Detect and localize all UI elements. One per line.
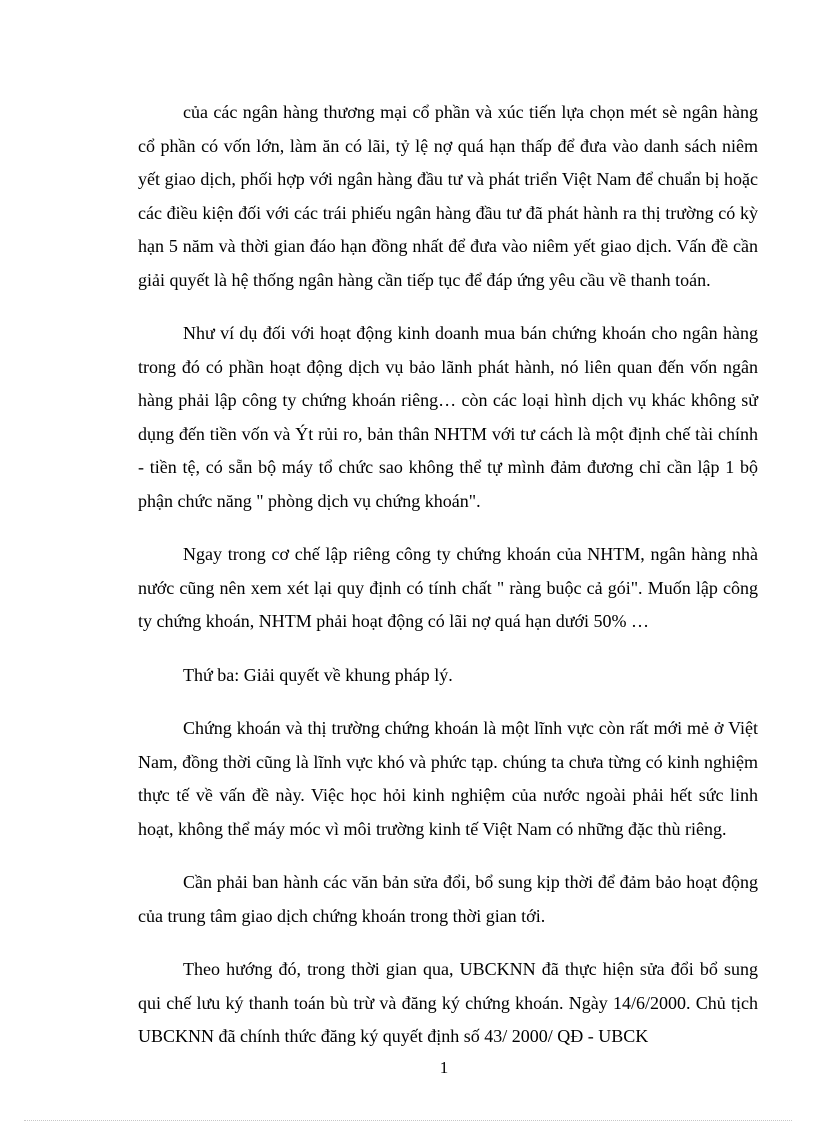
paragraph-2: Như ví dụ đối với hoạt động kinh doanh mua bán chứng khoán cho ngân hàng trong đó có phần hoạt động dịch vụ bảo lãnh phát hành, nó liên quan đến vốn ngân hàng phải lập công ty chứng khoán riêng… còn các loại hình dịch vụ khác không sử dụng đến tiền vốn và Ýt rủi ro, bản thân NHTM với tư cách là một định chế tài chính - tiền tệ, có sẵn bộ máy tổ chức sao không thể tự mình đảm đương chỉ cần lập 1 bộ phận chức năng " phòng dịch vụ chứng khoán".: [138, 323, 758, 511]
paragraph-1: của các ngân hàng thương mại cổ phần và xúc tiến lựa chọn mét sè ngân hàng cổ phần có vốn lớn, làm ăn có lãi, tỷ lệ nợ quá hạn thấp để đưa vào danh sách niêm yết giao dịch, phối hợp với ngân hàng đầu tư và phát triển Việt Nam để chuẩn bị hoặc các điều kiện đối với các trái phiếu ngân hàng đầu tư đã phát hành ra thị trường có kỳ hạn 5 năm và thời gian đáo hạn đồng nhất để đưa vào niêm yết giao dịch. Vấn đề cần giải quyết là hệ thống ngân hàng cần tiếp tục để đáp ứng yêu cầu về thanh toán.: [138, 102, 758, 290]
paragraph-7: Theo hướng đó, trong thời gian qua, UBCKNN đã thực hiện sửa đổi bổ sung qui chế lưu ký thanh toán bù trừ và đăng ký chứng khoán. Ngày 14/6/2000. Chủ tịch UBCKNN đã chính thức đăng ký quyết định số 43/ 2000/ QĐ - UBCK: [138, 959, 758, 1046]
page-number: 1: [439, 1058, 449, 1077]
document-body: [138, 96, 758, 1074]
paragraph-6: Cần phải ban hành các văn bản sửa đổi, bổ sung kịp thời để đảm bảo hoạt động của trung tâm giao dịch chứng khoán trong thời gian tới.: [138, 872, 758, 926]
paragraph-3: Ngay trong cơ chế lập riêng công ty chứng khoán của NHTM, ngân hàng nhà nước cũng nên xem xét lại quy định có tính chất " ràng buộc cả gói". Muốn lập công ty chứng khoán, NHTM phải hoạt động có lãi nợ quá hạn dưới 50% …: [138, 544, 758, 631]
section-heading-paragraph: Thứ ba: Giải quyết về khung pháp lý.: [183, 664, 453, 685]
footer-divider: [24, 1120, 792, 1121]
paragraph-5: Chứng khoán và thị trường chứng khoán là một lĩnh vực còn rất mới mẻ ở Việt Nam, đồng thời cũng là lĩnh vực khó và phức tạp. chúng ta chưa từng có kinh nghiệm thực tế về vấn đề này. Việc học hỏi kinh nghiệm của nước ngoài phải hết sức linh hoạt, không thể máy móc vì môi trường kinh tế Việt Nam có những đặc thù riêng.: [138, 718, 758, 839]
